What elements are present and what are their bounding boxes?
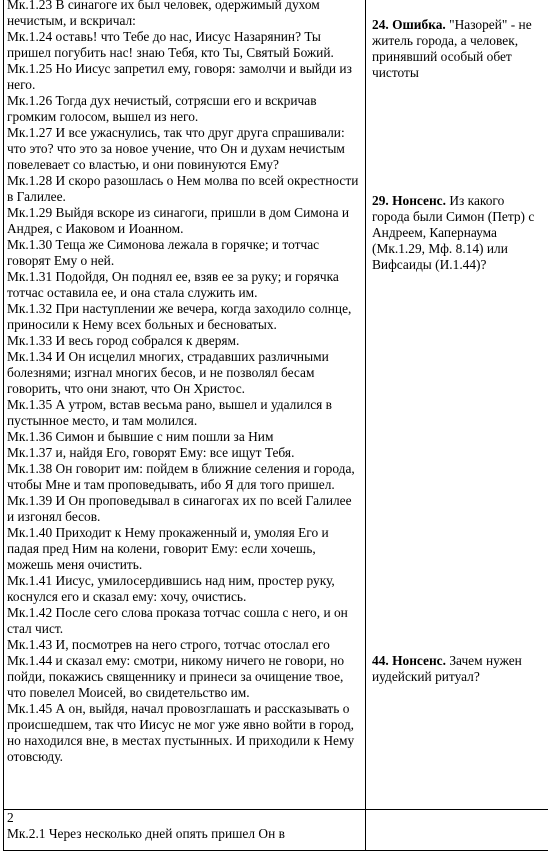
verse-2-1: Мк.2.1 Через несколько дней опять пришел Он в	[7, 826, 362, 842]
verse-1-32: Мк.1.32 При наступлении же вечера, когда заходило солнце, приносили к Нему всех больных и бесноватых.	[7, 301, 362, 333]
verse-1-44: Мк.1.44 и сказал ему: смотри, никому ничего не говори, но пойди, покажись священнику и принеси за очищение твое, что повелел Моисей, во свидетельство им.	[7, 653, 362, 701]
table-row	[4, 810, 548, 851]
verse-1-28: Мк.1.28 И скоро разошлась о Нем молва по всей окрестности в Галилее.	[7, 173, 362, 205]
verse-1-43: Мк.1.43 И, посмотрев на него строго, тотчас отослал его	[7, 637, 362, 653]
note-29	[372, 193, 542, 273]
verse-1-29: Мк.1.29 Выйдя вскоре из синагоги, пришли в дом Симона и Андрея, с Иаковом и Иоанном.	[7, 205, 362, 237]
chapter-2-cell	[4, 810, 366, 851]
chapter-number: 2	[7, 810, 362, 826]
verse-1-38: Мк.1.38 Он говорит им: пойдем в ближние селения и города, чтобы Мне и там проповедывать, ибо Я для того пришел.	[7, 461, 362, 493]
note-24	[372, 17, 542, 81]
verse-1-25: Мк.1.25 Но Иисус запретил ему, говоря: замолчи и выйди из него.	[7, 61, 362, 93]
verse-1-34: Мк.1.34 И Он исцелил многих, страдавших различными болезнями; изгнал многих бесов, и не позволял бесам говорить, что они знают, что Он Христос.	[7, 349, 362, 397]
table-row	[4, 0, 548, 810]
verse-1-27: Мк.1.27 И все ужаснулись, так что друг друга спрашивали: что это? что это за новое учение, что Он и духам нечистым повелевает со властью, и они повинуются Ему?	[7, 125, 362, 173]
verse-1-23: Мк.1.23 В синагоге их был человек, одержимый духом нечистым, и вскричал:	[7, 0, 362, 29]
verse-1-30: Мк.1.30 Теща же Симонова лежала в горячке; и тотчас говорят Ему о ней.	[7, 237, 362, 269]
verse-1-35: Мк.1.35 А утром, встав весьма рано, вышел и удалился в пустынное место, и там молился.	[7, 397, 362, 429]
notes-cell	[366, 0, 548, 810]
verse-1-31: Мк.1.31 Подойдя, Он поднял ее, взяв ее за руку; и горячка тотчас оставила ее, и она стала служить им.	[7, 269, 362, 301]
verse-1-24: Мк.1.24 оставь! что Тебе до нас, Иисус Назарянин? Ты пришел погубить нас! знаю Тебя, кто Ты, Святый Божий.	[7, 29, 362, 61]
verse-1-45: Мк.1.45 А он, выйдя, начал провозглашать и рассказывать о происшедшем, так что Иисус не мог уже явно войти в город, но находился вне, в местах пустынных. И приходили к Нему отовсюду.	[7, 701, 362, 765]
verse-1-36: Мк.1.36 Симон и бывшие с ним пошли за Ним	[7, 429, 362, 445]
verse-1-42: Мк.1.42 После сего слова проказа тотчас сошла с него, и он стал чист.	[7, 605, 362, 637]
note-label: 24. Ошибка.	[372, 17, 446, 32]
empty-notes-cell	[366, 810, 548, 851]
note-text: Из какого города были Симон (Петр) с Андреем, Капернаума (Мк.1.29, Мф. 8.14) или Вифсаиды (И.1.44)?	[372, 193, 534, 272]
verse-1-26: Мк.1.26 Тогда дух нечистый, сотрясши его и вскричав громким голосом, вышел из него.	[7, 93, 362, 125]
verse-1-39: Мк.1.39 И Он проповедывал в синагогах их по всей Галилее и изгонял бесов.	[7, 493, 362, 525]
note-44	[372, 653, 542, 685]
verses-cell	[4, 0, 366, 810]
note-label: 44. Нонсенс.	[372, 653, 446, 668]
verse-1-33: Мк.1.33 И весь город собрался к дверям.	[7, 333, 362, 349]
note-label: 29. Нонсенс.	[372, 193, 446, 208]
commentary-table	[3, 0, 548, 851]
verse-1-37: Мк.1.37 и, найдя Его, говорят Ему: все ищут Тебя.	[7, 445, 362, 461]
verse-1-40: Мк.1.40 Приходит к Нему прокаженный и, умоляя Его и падая пред Ним на колени, говорит Ему: если хочешь, можешь меня очистить.	[7, 525, 362, 573]
note-text: Зачем нужен иудейский ритуал?	[372, 653, 522, 684]
note-text: "Назорей" - не житель города, а человек, принявший особый обет чистоты	[372, 17, 532, 80]
verse-1-41: Мк.1.41 Иисус, умилосердившись над ним, простер руку, коснулся его и сказал ему: хочу, очистись.	[7, 573, 362, 605]
